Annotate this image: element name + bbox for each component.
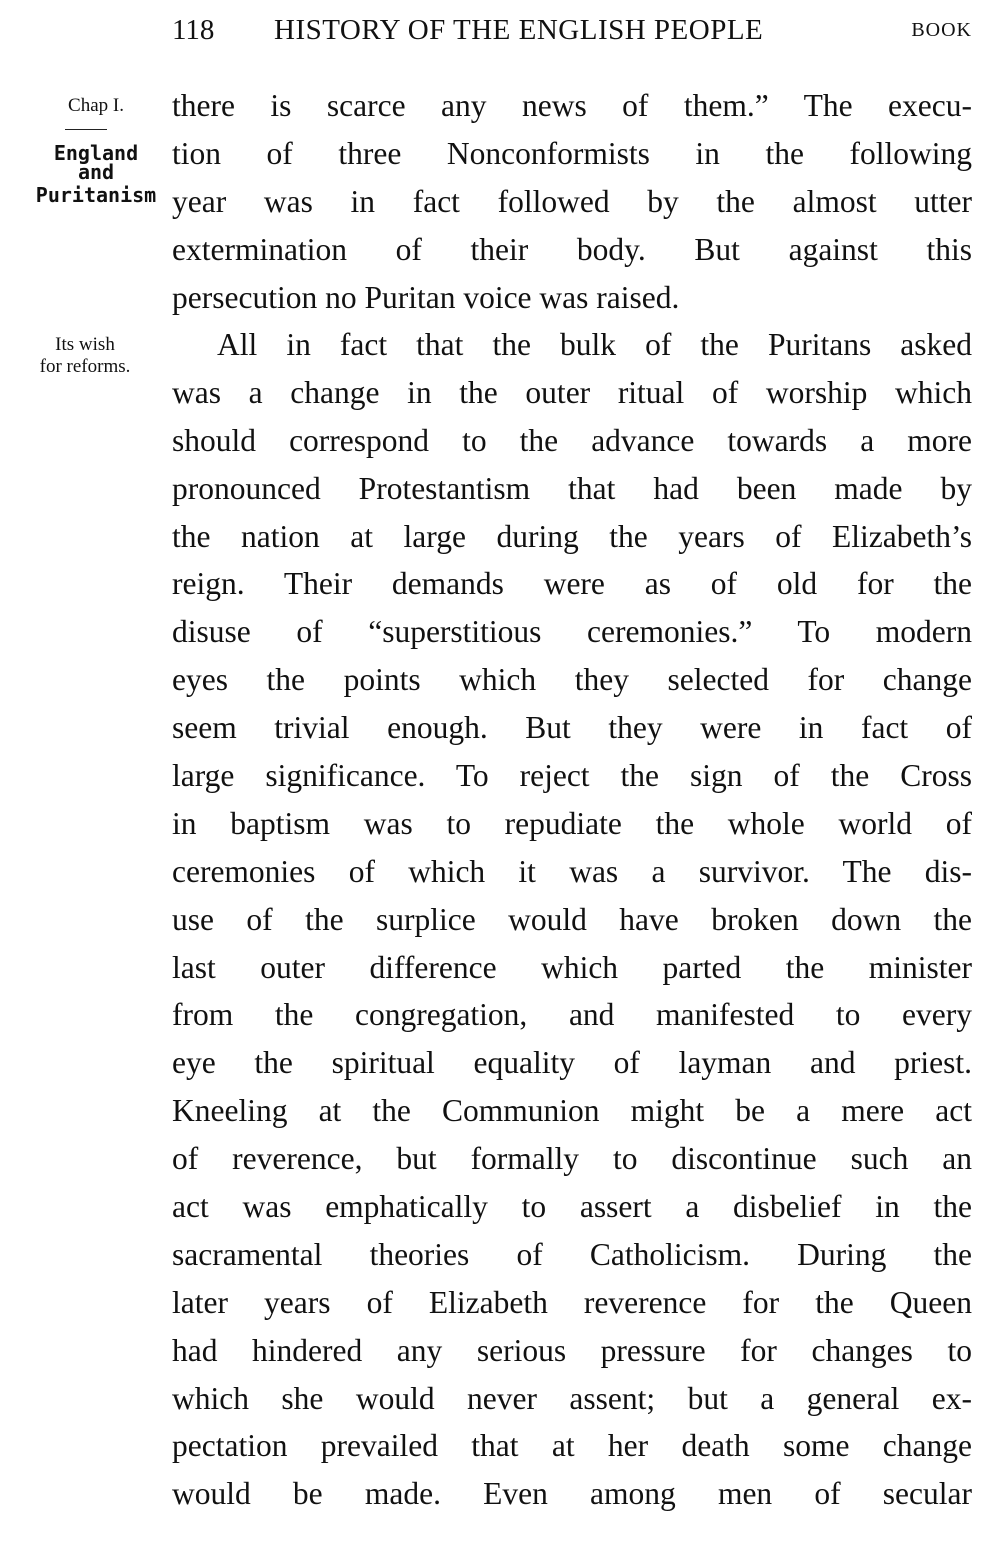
text-line: pectation prevailed that at her death some change (172, 1428, 972, 1464)
text-line: from the congregation, and manifested to every (172, 997, 972, 1033)
margin-note-reforms (10, 334, 160, 378)
text-line: had hindered any serious pressure for changes to (172, 1332, 972, 1368)
text-line: Kneeling at the Communion might be a mere act (172, 1093, 972, 1129)
text-line: sacramental theories of Catholicism. During the (172, 1236, 972, 1272)
text-line: All in fact that the bulk of the Puritans asked (217, 327, 972, 362)
margin-note-reforms-line1: Its wish (55, 334, 115, 355)
page-number: 118 (172, 14, 215, 46)
text-line: large significance. To reject the sign of the Cross (172, 758, 972, 794)
book-label: BOOK (911, 19, 972, 41)
text-line: seem trivial enough. But they were in fact of (172, 710, 972, 746)
text-line: should correspond to the advance towards a more (172, 422, 972, 458)
text-line: later years of Elizabeth reverence for the Queen (172, 1284, 972, 1320)
text-line: eyes the points which they selected for change (172, 662, 972, 698)
text-line: of reverence, but formally to discontinue such an (172, 1141, 972, 1177)
text-line: year was in fact followed by the almost utter (172, 183, 972, 219)
text-line: tion of three Nonconformists in the following (172, 135, 972, 171)
paragraph-1 (172, 82, 972, 321)
text-line: persecution no Puritan voice was raised. (172, 279, 680, 315)
chapter-marker: Chap I. (68, 95, 124, 116)
text-line: extermination of their body. But against this (172, 231, 972, 267)
text-line: ceremonies of which it was a survivor. The dis- (172, 853, 972, 889)
text-line: disuse of “superstitious ceremonies.” To modern (172, 614, 972, 650)
text-line: which she would never assent; but a general ex- (172, 1380, 972, 1416)
text-line: reign. Their demands were as of old for the (172, 566, 972, 602)
running-header (172, 8, 972, 52)
text-line: the nation at large during the years of Elizabeth’s (172, 518, 972, 554)
margin-note-topic-line1: England (53, 141, 139, 165)
text-line: use of the surplice would have broken down the (172, 901, 972, 937)
running-title: HISTORY OF THE ENGLISH PEOPLE (274, 14, 764, 46)
margin-note-topic-line2: and (77, 160, 115, 184)
paragraph-2 (172, 321, 972, 1518)
text-line: act was emphatically to assert a disbelief in the (172, 1189, 972, 1225)
text-line: would be made. Even among men of secular (172, 1476, 972, 1512)
text-line: last outer difference which parted the minister (172, 949, 972, 985)
margin-note-topic-line3: Puritanism (35, 183, 157, 207)
margin-note-topic (30, 141, 162, 207)
text-line: there is scarce any news of them.” The execu- (172, 88, 972, 123)
margin-rule (65, 129, 107, 130)
margin-note-reforms-line2: for reforms. (39, 356, 131, 377)
text-line: eye the spiritual equality of layman and priest. (172, 1045, 972, 1081)
text-line: was a change in the outer ritual of worship which (172, 374, 972, 410)
text-line: pronounced Protestantism that had been made by (172, 470, 972, 506)
text-line: in baptism was to repudiate the whole world of (172, 805, 972, 841)
